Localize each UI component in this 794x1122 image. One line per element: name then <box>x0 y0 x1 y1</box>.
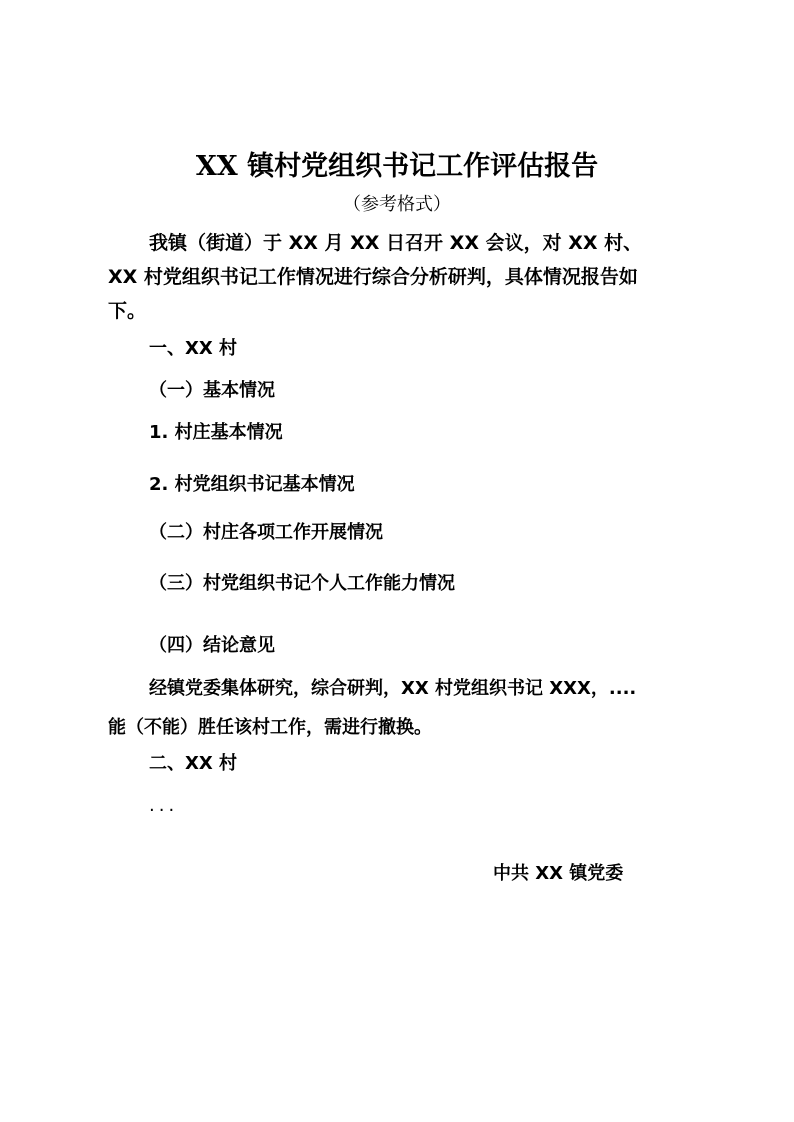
conclusion-line-2: 能（不能）胜任该村工作，需进行撤换。 <box>108 717 432 738</box>
section-2-ellipsis: ... <box>149 795 179 816</box>
section-2-heading: 二、XX 村 <box>149 753 238 774</box>
document-title: XX 镇村党组织书记工作评估报告 <box>195 151 599 182</box>
section-1-item-village: 1. 村庄基本情况 <box>149 422 283 443</box>
conclusion-line-1: 经镇党委集体研究，综合研判，XX 村党组织书记 XXX，.... <box>149 678 637 699</box>
document-subtitle: （参考格式） <box>343 194 451 215</box>
section-1-sub-ability: （三）村党组织书记个人工作能力情况 <box>149 573 455 594</box>
intro-line-3: 下。 <box>108 300 147 322</box>
intro-line-1: 我镇（街道）于 XX 月 XX 日召开 XX 会议，对 XX 村、 <box>149 232 643 254</box>
section-1-item-secretary: 2. 村党组织书记基本情况 <box>149 474 355 495</box>
section-1-heading: 一、XX 村 <box>149 338 238 359</box>
intro-line-2: XX 村党组织书记工作情况进行综合分析研判，具体情况报告如 <box>108 266 638 288</box>
section-1-sub-work: （二）村庄各项工作开展情况 <box>149 522 383 543</box>
section-1-sub-conclusion: （四）结论意见 <box>149 635 275 656</box>
signature: 中共 XX 镇党委 <box>493 863 624 884</box>
section-1-sub-basic: （一）基本情况 <box>149 380 275 401</box>
